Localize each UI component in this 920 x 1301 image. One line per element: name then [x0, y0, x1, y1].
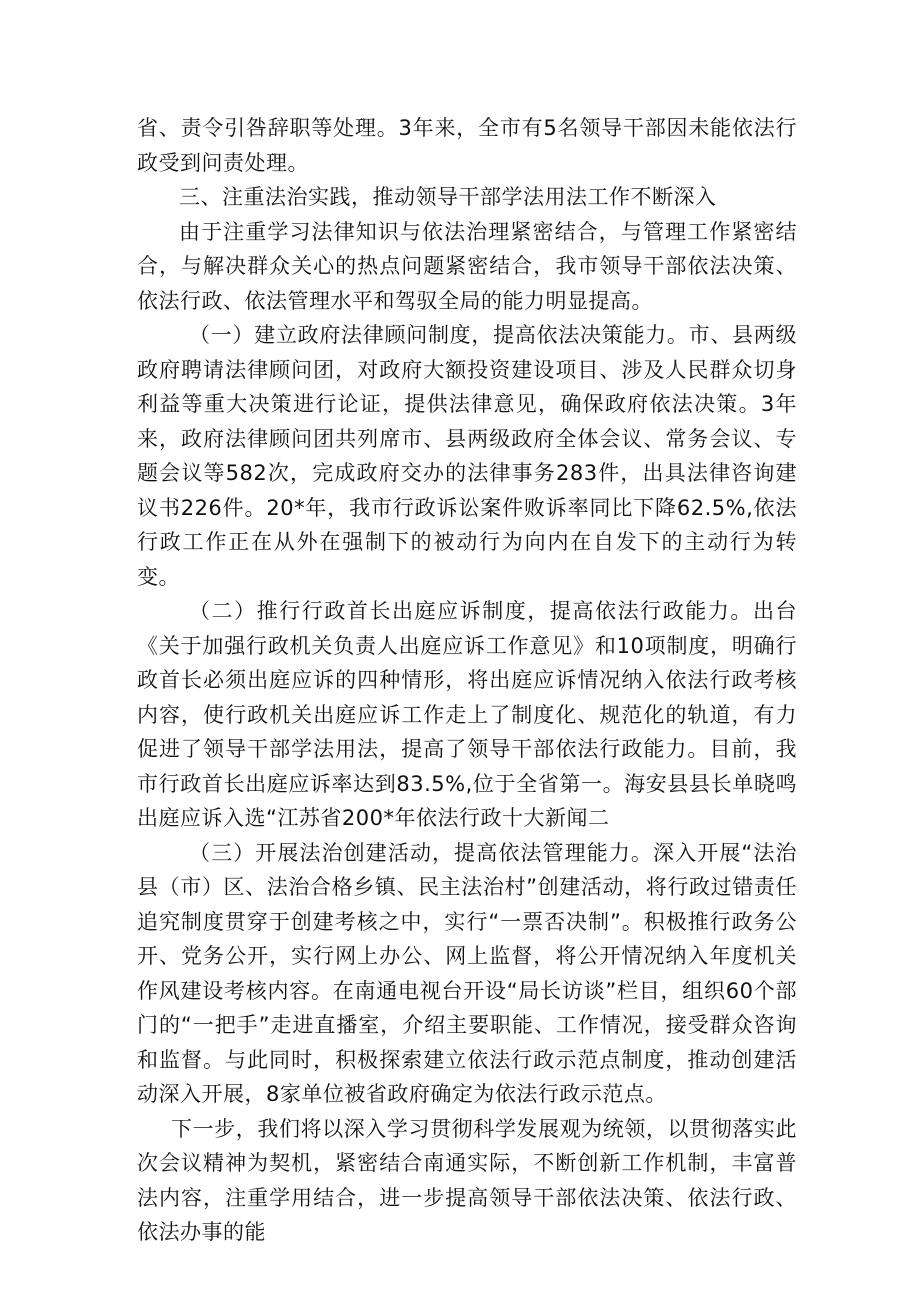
- paragraph-continuation: 省、责令引咎辞职等处理。3年来，全市有5名领导干部因未能依法行政受到问责处理。: [137, 116, 797, 175]
- paragraph-item-three: （三）开展法治创建活动，提高依法管理能力。深入开展“法治县（市）区、法治合格乡镇、民主法治村”创建活动，将行政过错责任追究制度贯穿于创建考核之中，实行“一票否决制”。积极推行政务公开、党务公开，实行网上办公、网上监督，将公开情况纳入年度机关作风建设考核内容。在南通电视台开设“局长访谈”栏目，组织60个部门的“一把手”走进直播室，介绍主要职能、工作情况，接受群众咨询和监督。与此同时，积极探索建立依法行政示范点制度，推动创建活动深入开展，8家单位被省政府确定为依法行政示范点。: [137, 840, 797, 1106]
- paragraph-item-two: （二）推行行政首长出庭应诉制度，提高依法行政能力。出台《关于加强行政机关负责人出庭应诉工作意见》和10项制度，明确行政首长必须出庭应诉的四种情形，将出庭应诉情况纳入依法行政考核内容，使行政机关出庭应诉工作走上了制度化、规范化的轨道，有力促进了领导干部学法用法，提高了领导干部依法行政能力。目前，我市行政首长出庭应诉率达到83.5%,位于全省第一。海安县县长单晓鸣出庭应诉入选“江苏省200*年依法行政十大新闻二: [137, 599, 797, 830]
- paragraph-intro: 由于注重学习法律知识与依法治理紧密结合，与管理工作紧密结合，与解决群众关心的热点问题紧密结合，我市领导干部依法决策、依法行政、依法管理水平和驾驭全局的能力明显提高。: [137, 219, 797, 313]
- document-body: [137, 111, 797, 1250]
- paragraph-next-step: 下一步，我们将以深入学习贯彻科学发展观为统领，以贯彻落实此次会议精神为契机，紧密结合南通实际，不断创新工作机制，丰富普法内容，注重学用结合，进一步提高领导干部依法决策、依法行政、依法办事的能: [137, 1116, 797, 1244]
- paragraph-item-one: （一）建立政府法律顾问制度，提高依法决策能力。市、县两级政府聘请法律顾问团，对政府大额投资建设项目、涉及人民群众切身利益等重大决策进行论证，提供法律意见，确保政府依法决策。3年来，政府法律顾问团共列席市、县两级政府全体会议、常务会议、专题会议等582次，完成政府交办的法律事务283件，出具法律咨询建议书226件。20*年，我市行政诉讼案件败诉率同比下降62.5%,依法行政工作正在从外在强制下的被动行为向内在自发下的主动行为转变。: [137, 323, 797, 589]
- section-heading-three: 三、注重法治实践，推动领导干部学法用法工作不断深入: [179, 185, 717, 209]
